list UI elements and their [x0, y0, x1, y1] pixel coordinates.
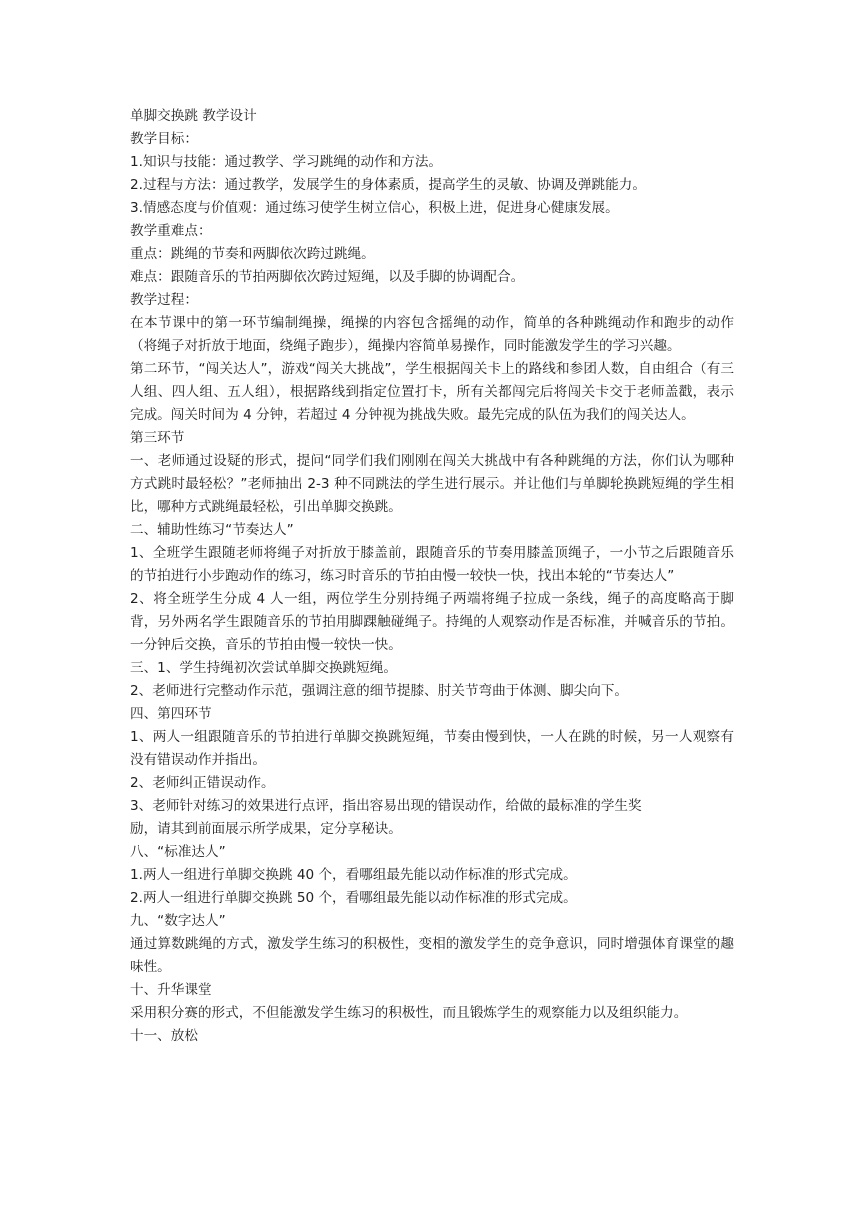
- step-4-2: 2、老师纠正错误动作。: [130, 775, 275, 791]
- step-2-paragraph: 第二环节，“闯关达人”，游戏“闯关大挑战”，学生根据闯关卡上的路线和参团人数，自由组合（有三人组、四人组、五人组），根据路线到指定位置打卡，所有关都闯完后将闯关卡交于老师盖戳，表示完成。闯关时间为 4 分钟，若超过 4 分钟视为挑战失败。最先完成的队伍为我们的闯关达人。: [130, 361, 734, 423]
- document-title: 单脚交换跳 教学设计: [130, 108, 257, 124]
- step-9-paragraph: 通过算数跳绳的方式，激发学生练习的积极性，变相的激发学生的竞争意识，同时增强体育课堂的趣味性。: [130, 936, 734, 975]
- step-8-1: 1.两人一组进行单脚交换跳 40 个，看哪组最先能以动作标准的形式完成。: [130, 867, 577, 883]
- step-3-2-1-paragraph: 1、全班学生跟随老师将绳子对折放于膝盖前，跟随音乐的节奏用膝盖顶绳子，一小节之后跟随音乐的节拍进行小步跑动作的练习，练习时音乐的节拍由慢一较快一快，找出本轮的“节奏达人”: [130, 545, 734, 584]
- objective-item: 3.情感态度与价值观：通过练习使学生树立信心，积极上进，促进身心健康发展。: [130, 200, 619, 216]
- step-4-3-line-b: 励，请其到前面展示所学成果，定分享秘诀。: [130, 821, 402, 837]
- key-points-heading: 教学重难点：: [130, 223, 212, 239]
- step-11-heading: 十一、放松: [130, 1028, 198, 1044]
- step-3-1-paragraph: 一、老师通过设疑的形式，提问“同学们我们刚刚在闯关大挑战中有各种跳绳的方法，你们认为哪种方式跳时最轻松？”老师抽出 2-3 种不同跳法的学生进行展示。并让他们与单脚轮换跳短绳的学生相比，哪种方式跳绳最轻松，引出单脚交换跳。: [130, 453, 734, 515]
- process-heading: 教学过程：: [130, 292, 198, 308]
- step-3-heading: 第三环节: [130, 430, 185, 446]
- step-8-heading: 八、“标准达人”: [130, 844, 226, 860]
- step-4-1-paragraph: 1、两人一组跟随音乐的节拍进行单脚交换跳短绳，节奏由慢到快，一人在跳的时候，另一人观察有没有错误动作并指出。: [130, 729, 734, 768]
- objective-item: 2.过程与方法：通过教学，发展学生的身体素质，提高学生的灵敏、协调及弹跳能力。: [130, 177, 646, 193]
- step-4-3-line-a: 3、老师针对练习的效果进行点评，指出容易出现的错误动作，给做的最标准的学生奖: [130, 798, 642, 814]
- step-3-3-2: 2、老师进行完整动作示范，强调注意的细节提膝、肘关节弯曲于体测、脚尖向下。: [130, 683, 629, 699]
- step-4-heading: 四、第四环节: [130, 706, 212, 722]
- step-3-2-heading: 二、辅助性练习“节奏达人”: [130, 522, 294, 538]
- step-3-3-1: 三、1、学生持绳初次尝试单脚交换跳短绳。: [130, 660, 397, 676]
- step-10-text: 采用积分赛的形式，不但能激发学生练习的积极性，而且锻炼学生的观察能力以及组织能力。: [130, 1005, 688, 1021]
- document-body: [130, 105, 734, 1048]
- objective-item: 1.知识与技能：通过教学、学习跳绳的动作和方法。: [130, 154, 443, 170]
- step-9-heading: 九、“数字达人”: [130, 913, 226, 929]
- objectives-heading: 教学目标：: [130, 131, 198, 147]
- process-intro-paragraph: 在本节课中的第一环节编制绳操，绳操的内容包含摇绳的动作，简单的各种跳绳动作和跑步的动作（将绳子对折放于地面，绕绳子跑步），绳操内容简单易操作，同时能激发学生的学习兴趣。: [130, 315, 734, 354]
- difficult-point: 难点：跟随音乐的节拍两脚依次跨过短绳，以及手脚的协调配合。: [130, 269, 525, 285]
- step-10-heading: 十、升华课堂: [130, 982, 212, 998]
- step-3-2-2-paragraph: 2、将全班学生分成 4 人一组，两位学生分别持绳子两端将绳子拉成一条线，绳子的高度略高于脚背，另外两名学生跟随音乐的节拍用脚踝触碰绳子。持绳的人观察动作是否标准，并喊音乐的节拍。一分钟后交换，音乐的节拍由慢一较快一快。: [130, 591, 734, 653]
- key-point: 重点：跳绳的节奏和两脚依次跨过跳绳。: [130, 246, 375, 262]
- step-8-2: 2.两人一组进行单脚交换跳 50 个，看哪组最先能以动作标准的形式完成。: [130, 890, 577, 906]
